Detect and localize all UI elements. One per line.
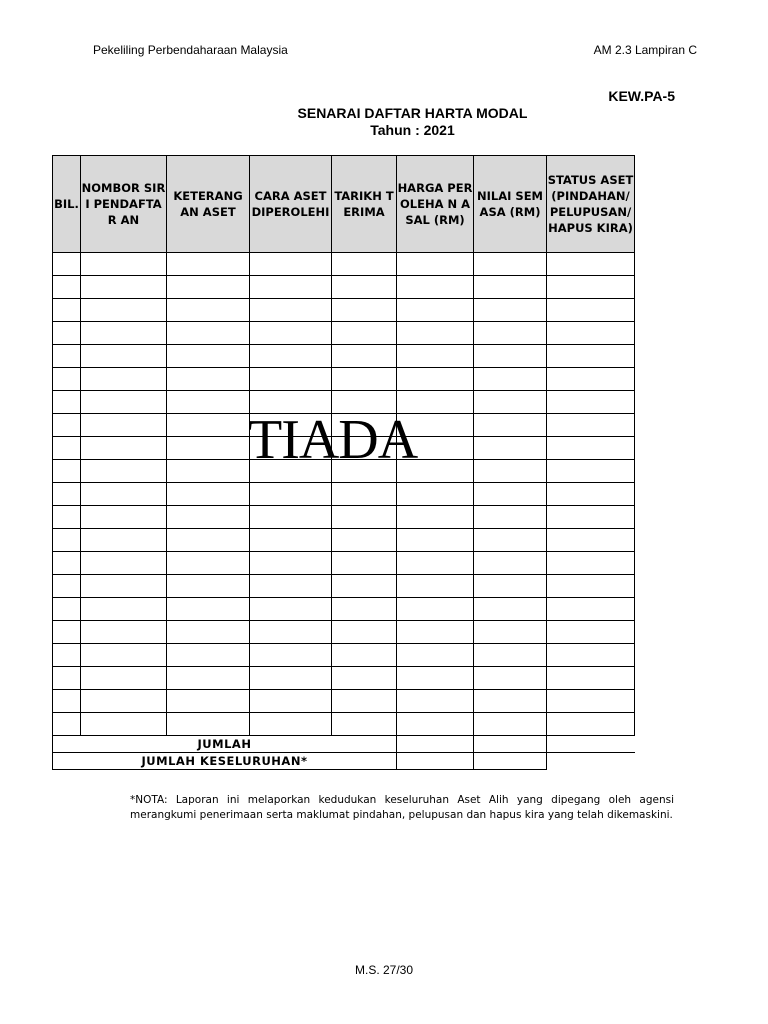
total-row (53, 736, 635, 753)
total-harga-cell (397, 736, 474, 753)
table-cell (474, 552, 547, 575)
table-cell (167, 276, 250, 299)
table-cell (332, 322, 397, 345)
table-cell (81, 552, 167, 575)
form-code: KEW.PA-5 (608, 88, 675, 104)
table-cell (81, 483, 167, 506)
footnote: *NOTA: Laporan ini melaporkan kedudukan keseluruhan Aset Alih yang dipegang oleh agensi merangkumi penerimaan serta maklumat pindahan, pelupusan dan hapus kira yang telah dikemaskini. (130, 794, 674, 821)
column-header: TARIKH TERIMA (332, 156, 397, 253)
table-cell (547, 460, 635, 483)
table-cell (547, 483, 635, 506)
table-cell (81, 690, 167, 713)
table-row (53, 506, 635, 529)
table-cell (53, 483, 81, 506)
table-cell (332, 598, 397, 621)
table-cell (81, 598, 167, 621)
table-cell (332, 299, 397, 322)
table-row (53, 621, 635, 644)
table-cell (474, 276, 547, 299)
table-row (53, 644, 635, 667)
table-cell (547, 322, 635, 345)
table-cell (474, 253, 547, 276)
grand-total-label: JUMLAH KESELURUHAN* (53, 753, 397, 770)
table-cell (547, 345, 635, 368)
table-cell (81, 713, 167, 736)
document-header-right: AM 2.3 Lampiran C (593, 43, 697, 57)
table-cell (167, 253, 250, 276)
table-cell (547, 552, 635, 575)
column-header: STATUS ASET (PINDAHAN/ PELUPUSAN/ HAPUS KIRA) (547, 156, 635, 253)
table-cell (397, 598, 474, 621)
table-cell (474, 621, 547, 644)
table-cell (332, 575, 397, 598)
table-cell (81, 644, 167, 667)
table-cell (167, 483, 250, 506)
table-cell (397, 299, 474, 322)
table-cell (167, 575, 250, 598)
table-cell (474, 299, 547, 322)
table-cell (474, 690, 547, 713)
document-title: SENARAI DAFTAR HARTA MODAL (297, 105, 528, 121)
table-cell (332, 529, 397, 552)
table-cell (167, 598, 250, 621)
table-cell (547, 253, 635, 276)
table-cell (250, 322, 332, 345)
table-cell (474, 460, 547, 483)
table-cell (250, 690, 332, 713)
table-cell (547, 506, 635, 529)
table-cell (167, 506, 250, 529)
table-row (53, 483, 635, 506)
column-header: BIL. (53, 156, 81, 253)
table-cell (332, 483, 397, 506)
table-cell (167, 345, 250, 368)
table-cell (250, 552, 332, 575)
table-cell (397, 253, 474, 276)
table-cell (250, 276, 332, 299)
table-row (53, 322, 635, 345)
table-cell (53, 552, 81, 575)
table-cell (81, 322, 167, 345)
table-cell (167, 552, 250, 575)
table-row (53, 276, 635, 299)
table-cell (332, 713, 397, 736)
table-cell (547, 276, 635, 299)
table-cell (81, 460, 167, 483)
table-cell (474, 575, 547, 598)
table-cell (167, 391, 250, 414)
table-cell (547, 437, 635, 460)
table-cell (53, 414, 81, 437)
table-cell (167, 644, 250, 667)
table-cell (250, 529, 332, 552)
table-cell (474, 345, 547, 368)
table-cell (167, 529, 250, 552)
table-cell (250, 621, 332, 644)
table-cell (547, 690, 635, 713)
table-cell (250, 253, 332, 276)
table-cell (547, 299, 635, 322)
table-cell (332, 368, 397, 391)
table-cell (474, 414, 547, 437)
table-cell (81, 276, 167, 299)
table-cell (332, 644, 397, 667)
document-header-left: Pekeliling Perbendaharaan Malaysia (93, 43, 288, 57)
table-cell (397, 322, 474, 345)
table-cell (547, 598, 635, 621)
table-cell (474, 644, 547, 667)
table-cell (250, 368, 332, 391)
table-cell (397, 506, 474, 529)
table-cell (250, 506, 332, 529)
table-cell (474, 529, 547, 552)
table-cell (53, 368, 81, 391)
table-cell (167, 713, 250, 736)
table-cell (474, 437, 547, 460)
table-cell (81, 299, 167, 322)
table-cell (167, 690, 250, 713)
table-cell (81, 506, 167, 529)
grand-total-harga-cell (397, 753, 474, 770)
table-cell (250, 575, 332, 598)
table-cell (250, 299, 332, 322)
table-cell (397, 345, 474, 368)
table-cell (53, 506, 81, 529)
table-cell (167, 368, 250, 391)
table-row (53, 575, 635, 598)
table-cell (53, 575, 81, 598)
table-cell (81, 621, 167, 644)
table-cell (397, 644, 474, 667)
table-cell (397, 529, 474, 552)
table-cell (53, 598, 81, 621)
table-cell (53, 621, 81, 644)
table-cell (547, 529, 635, 552)
table-cell (53, 529, 81, 552)
table-cell (547, 414, 635, 437)
column-header: NOMBOR SIRI PENDAFTAR AN (81, 156, 167, 253)
table-cell (547, 667, 635, 690)
table-cell (81, 667, 167, 690)
table-cell (53, 253, 81, 276)
table-cell (250, 644, 332, 667)
table-cell (53, 391, 81, 414)
table-row (53, 345, 635, 368)
table-cell (53, 322, 81, 345)
tiada-stamp: TIADA (248, 409, 418, 471)
table-cell (547, 644, 635, 667)
table-cell (53, 299, 81, 322)
table-cell (250, 345, 332, 368)
table-cell (53, 460, 81, 483)
table-cell (397, 690, 474, 713)
table-cell (474, 391, 547, 414)
table-row (53, 529, 635, 552)
table-cell (81, 345, 167, 368)
table-row (53, 690, 635, 713)
table-cell (167, 414, 250, 437)
table-cell (81, 391, 167, 414)
table-cell (397, 621, 474, 644)
table-row (53, 253, 635, 276)
table-cell (397, 552, 474, 575)
table-row (53, 368, 635, 391)
table-cell (167, 667, 250, 690)
table-cell (397, 276, 474, 299)
table-cell (397, 575, 474, 598)
table-cell (547, 713, 635, 736)
table-cell (332, 552, 397, 575)
table-cell (474, 598, 547, 621)
total-label: JUMLAH (53, 736, 397, 753)
table-cell (547, 391, 635, 414)
table-cell (167, 621, 250, 644)
total-nilai-cell (474, 736, 547, 753)
table-header-row (53, 156, 635, 253)
table-cell (53, 276, 81, 299)
table-cell (332, 506, 397, 529)
table-cell (397, 713, 474, 736)
table-cell (332, 667, 397, 690)
table-cell (547, 621, 635, 644)
table-row (53, 299, 635, 322)
table-cell (332, 621, 397, 644)
total-empty-cell (547, 736, 635, 753)
table-cell (250, 713, 332, 736)
column-header: NILAI SEMASA (RM) (474, 156, 547, 253)
table-cell (167, 322, 250, 345)
table-cell (53, 713, 81, 736)
document-year: Tahun : 2021 (370, 122, 455, 138)
table-cell (397, 368, 474, 391)
table-cell (474, 483, 547, 506)
table-cell (167, 437, 250, 460)
table-cell (397, 667, 474, 690)
table-cell (332, 276, 397, 299)
table-cell (53, 690, 81, 713)
grand-total-nilai-cell (474, 753, 547, 770)
table-cell (474, 713, 547, 736)
table-body (53, 253, 635, 736)
grand-total-empty-cell (547, 753, 635, 770)
table-row (53, 713, 635, 736)
table-cell (250, 667, 332, 690)
table-cell (53, 345, 81, 368)
table-cell (81, 253, 167, 276)
table-cell (167, 460, 250, 483)
table-cell (547, 368, 635, 391)
table-cell (332, 345, 397, 368)
table-cell (332, 690, 397, 713)
table-cell (53, 644, 81, 667)
table-cell (167, 299, 250, 322)
table-cell (547, 575, 635, 598)
table-cell (332, 253, 397, 276)
page-number: M.S. 27/30 (354, 963, 414, 977)
table-row (53, 667, 635, 690)
table-cell (474, 322, 547, 345)
table-cell (53, 437, 81, 460)
column-header: HARGA PEROLEHA N ASAL (RM) (397, 156, 474, 253)
table-row (53, 598, 635, 621)
table-cell (81, 414, 167, 437)
table-cell (474, 506, 547, 529)
table-cell (81, 368, 167, 391)
table-cell (474, 368, 547, 391)
table-cell (250, 598, 332, 621)
grand-total-row (53, 753, 635, 770)
table-cell (53, 667, 81, 690)
table-cell (250, 483, 332, 506)
table-row (53, 552, 635, 575)
table-cell (474, 667, 547, 690)
column-header: CARA ASET DIPEROLEHI (250, 156, 332, 253)
table-cell (81, 437, 167, 460)
column-header: KETERANG AN ASET (167, 156, 250, 253)
table-cell (81, 575, 167, 598)
table-cell (81, 529, 167, 552)
table-cell (397, 483, 474, 506)
